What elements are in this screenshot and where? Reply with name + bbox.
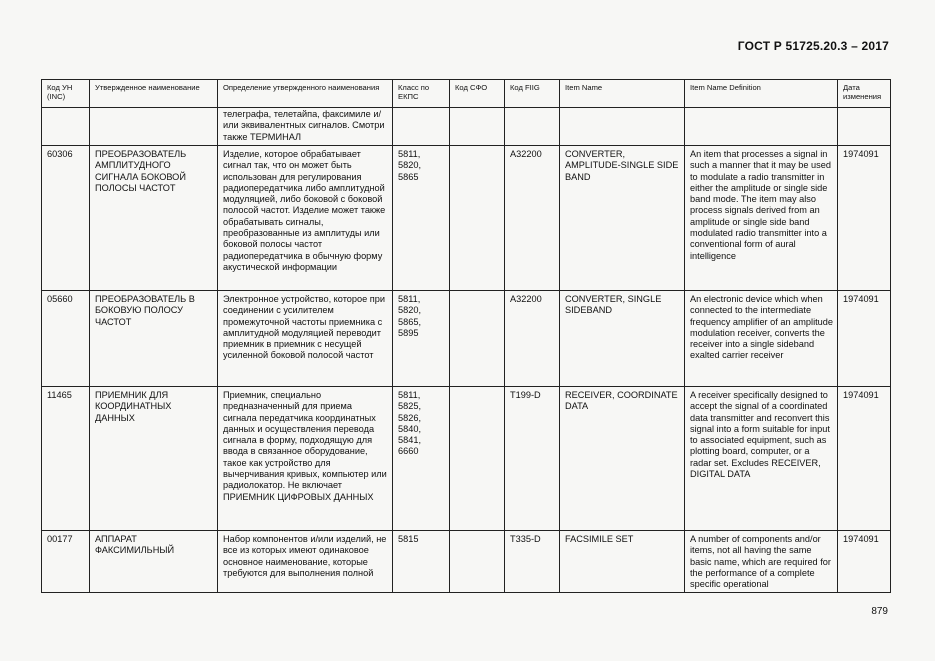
col-header-inc: Код УН (INC)	[42, 80, 90, 108]
col-header-definition: Определение утвержденного наименования	[218, 80, 393, 108]
definition-cell: Приемник, специально предназначенный для приема сигнала передатчика координатных данных и осуществления перевода сигнала в форму, подходящую для ввода в связанное оборудование, такое как устройство для вычерчивания кривых, компьютер или радиолокатор. Не включает ПРИЕМНИК ЦИФРОВЫХ ДАННЫХ	[218, 387, 393, 531]
approved-name-cell: ПРЕОБРАЗОВАТЕЛЬ АМПЛИТУДНОГО СИГНАЛА БОКОВОЙ ПОЛОСЫ ЧАСТОТ	[90, 146, 218, 291]
inc-cell: 11465	[42, 387, 90, 531]
table-header-row	[42, 80, 891, 108]
approved-name-cell: АППАРАТ ФАКСИМИЛЬНЫЙ	[90, 531, 218, 593]
fiig-cell: T335-D	[505, 531, 560, 593]
item-name-cell: CONVERTER, AMPLITUDE-SINGLE SIDE BAND	[560, 146, 685, 291]
fiig-cell: A32200	[505, 146, 560, 291]
class-cell: 5811, 5820, 5865, 5895	[393, 291, 450, 387]
table-row	[42, 291, 891, 387]
col-header-class: Класс по ЕКПС	[393, 80, 450, 108]
col-header-sfo: Код СФО	[450, 80, 505, 108]
inc-cell: 05660	[42, 291, 90, 387]
table-row	[42, 387, 891, 531]
class-cell: 5815	[393, 531, 450, 593]
fiig-cell: T199-D	[505, 387, 560, 531]
item-name-cell: FACSIMILE SET	[560, 531, 685, 593]
definition-cell: телеграфа, телетайпа, факсимиле и/или эквивалентных сигналов. Смотри также ТЕРМИНАЛ	[218, 108, 393, 146]
class-cell: 5811, 5820, 5865	[393, 146, 450, 291]
date-cell: 1974091	[838, 531, 891, 593]
approved-name-cell: ПРИЕМНИК ДЛЯ КООРДИНАТНЫХ ДАННЫХ	[90, 387, 218, 531]
table-row	[42, 146, 891, 291]
item-definition-cell: An electronic device which when connected to the intermediate frequency amplifier of an amplitude modulation receiver, converts the receiver into a single sideband exalted carrier receiver	[685, 291, 838, 387]
col-header-item-name: Item Name	[560, 80, 685, 108]
col-header-item-definition: Item Name Definition	[685, 80, 838, 108]
date-cell: 1974091	[838, 146, 891, 291]
date-cell: 1974091	[838, 387, 891, 531]
definition-cell: Набор компонентов и/или изделий, не все из которых имеют одинаковое основное наименование, которые требуются для выполнения полной	[218, 531, 393, 593]
item-name-cell: RECEIVER, COORDINATE DATA	[560, 387, 685, 531]
date-cell: 1974091	[838, 291, 891, 387]
definition-cell: Электронное устройство, которое при соединении с усилителем промежуточной частоты приемника с амплитудной модуляцией переводит приемник в приемник с несущей усиленной боковой полосой частот	[218, 291, 393, 387]
approved-name-cell: ПРЕОБРАЗОВАТЕЛЬ В БОКОВУЮ ПОЛОСУ ЧАСТОТ	[90, 291, 218, 387]
inc-cell: 00177	[42, 531, 90, 593]
col-header-date: Дата изменения	[838, 80, 891, 108]
fiig-cell: A32200	[505, 291, 560, 387]
table-row-continuation	[42, 108, 891, 146]
item-definition-cell: An item that processes a signal in such a manner that it may be used to modulate a radio transmitter in either the amplitude or single side band mode. The item may also process signals derived from an amplitude or single side band modulated radio transmitter into a conventional form of aural intelligence	[685, 146, 838, 291]
table-row	[42, 531, 891, 593]
item-name-cell: CONVERTER, SINGLE SIDEBAND	[560, 291, 685, 387]
sfo-cell	[450, 146, 505, 291]
class-cell: 5811, 5825, 5826, 5840, 5841, 6660	[393, 387, 450, 531]
definition-cell: Изделие, которое обрабатывает сигнал так, что он может быть использован для регулирования радиопередатчика либо амплитудной модуляцией, либо боковой с боковой полосой частот. Изделие может также обрабатывать сигналы, преобразованные из амплитуды или боковой полосы частот радиопередатчика в обычную форму акустической информации	[218, 146, 393, 291]
page-number: 879	[871, 606, 888, 617]
items-table	[41, 79, 891, 593]
sfo-cell	[450, 291, 505, 387]
col-header-approved-name: Утвержденное наименование	[90, 80, 218, 108]
item-definition-cell: A receiver specifically designed to accept the signal of a coordinated data transmitter and reconvert this signal into a form suitable for input to associated equipment, such as plotting board, computer, or a radar set. Excludes RECEIVER, DIGITAL DATA	[685, 387, 838, 531]
sfo-cell	[450, 387, 505, 531]
inc-cell: 60306	[42, 146, 90, 291]
col-header-fiig: Код FIIG	[505, 80, 560, 108]
standard-header: ГОСТ Р 51725.20.3 – 2017	[737, 39, 889, 53]
item-definition-cell: A number of components and/or items, not all having the same basic name, which are required for the performance of a complete specific operational	[685, 531, 838, 593]
sfo-cell	[450, 531, 505, 593]
